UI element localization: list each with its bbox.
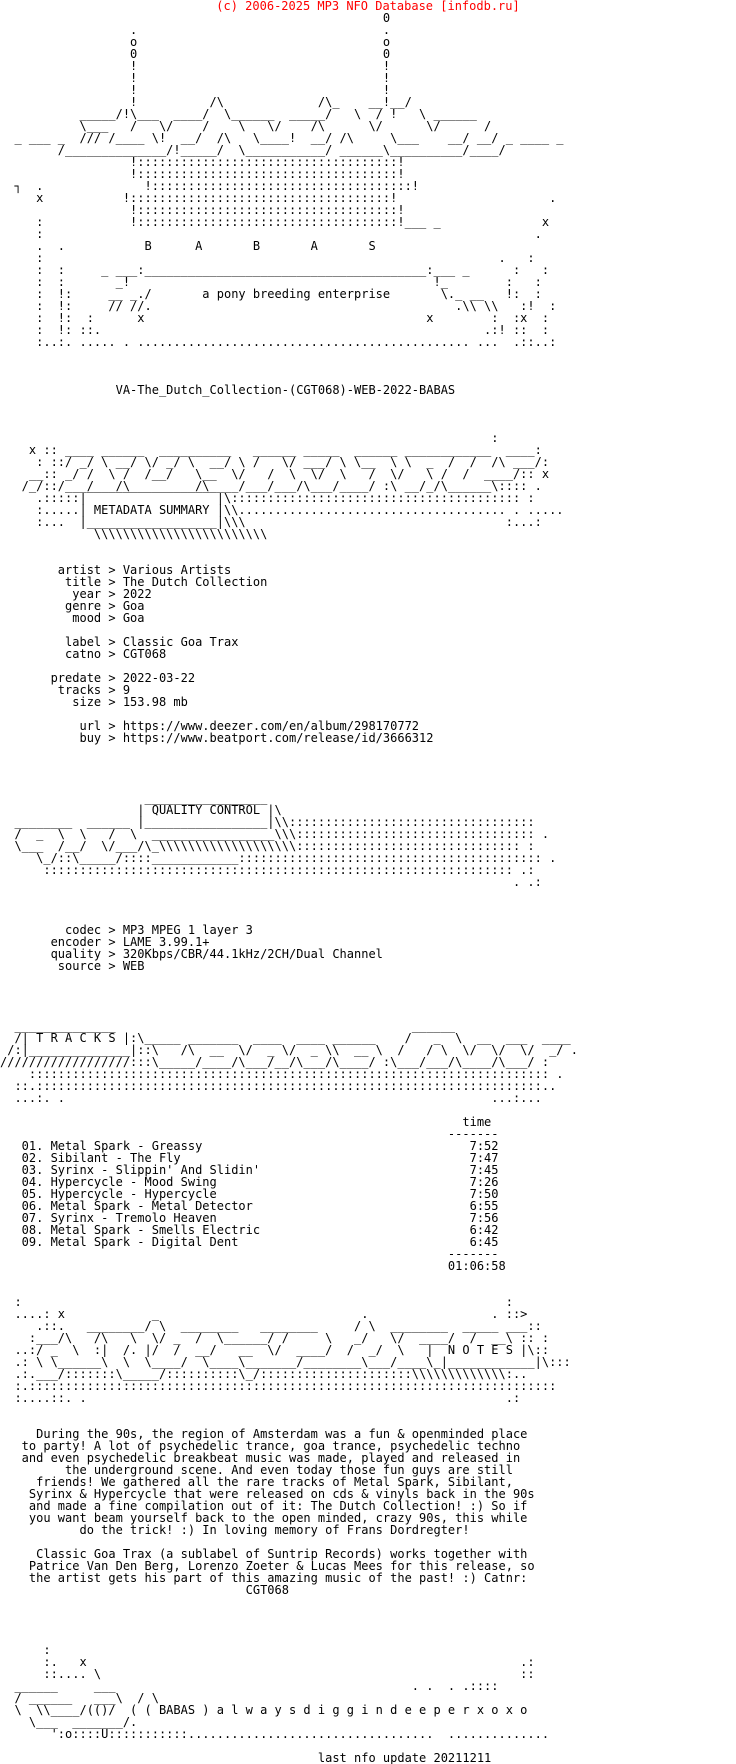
nfo-line: the underground scene. And even today those fun guys are still <box>0 1463 513 1477</box>
nfo-line: Syrinx & Hypercycle that were released on cds & vinyls back in the 90s <box>0 1487 535 1501</box>
nfo-line: . .: <box>0 875 542 889</box>
nfo-line: ------- <box>0 1247 499 1261</box>
nfo-line: label > Classic Goa Trax <box>0 635 239 649</box>
nfo-line: _________________ <box>0 791 275 805</box>
nfo-line: and even psychedelic breakbeat music was made, played and released in <box>0 1451 521 1465</box>
nfo-line: CGT068 <box>0 1583 289 1597</box>
nfo-line: :..:. ..... . .............................................. ... .::..: <box>0 335 557 349</box>
nfo-line: the artist gets his part of this amazing music of the past! :) Catnr: <box>0 1571 528 1585</box>
nfo-line: and made a fine compilation out of it: The Dutch Collection! :) So if <box>0 1499 528 1513</box>
nfo-line: :___/\ /\ \ \/ _ / \______/ / \ _/ \/ ____/ / __\ :: : <box>0 1331 550 1345</box>
nfo-line: / ______ ___\ / \ <box>0 1691 159 1705</box>
nfo-line: ::::::::::::::::::::::::::::::::::::::::::::::::::::::::::::::::: .: <box>0 863 535 877</box>
nfo-line: 08. Metal Spark - Smells Electric 6:42 <box>0 1223 499 1237</box>
nfo-line: quality > 320Kbps/CBR/44.1kHz/2CH/Dual Channel <box>0 947 383 961</box>
nfo-line: ....: x _ . . ::> <box>0 1307 528 1321</box>
nfo-line: :... |__________________|\\\ :...: <box>0 515 542 529</box>
nfo-line: : : <box>0 1295 513 1309</box>
nfo-line: \___ /__/ \/___/\_\\\\\\\\\\\\\\\\\\\::::::::::::::::::::::::::::::: : <box>0 839 535 853</box>
nfo-line: ________ ______ |_________________|\\:::::::::::::::::::::::::::::::::: <box>0 815 535 829</box>
nfo-line: . . <box>0 23 391 37</box>
nfo-line: : <box>0 1643 51 1657</box>
nfo-line: :.::::::::::::::::::::::::::::::::::::::::::::::::::::::::::::::::::::::::: <box>0 1379 557 1393</box>
nfo-line: //////////////////:::\_____/____/\___/__/\___/\____/ :\___/___/\____/\___/ : <box>0 1055 550 1069</box>
nfo-line: ! ! <box>0 83 391 97</box>
nfo-line: _____/!\___ ____/ \______ _____/ \ / ! \ ______ <box>0 107 477 121</box>
nfo-line: codec > MP3 MPEG 1 layer 3 <box>0 923 253 937</box>
nfo-line: time <box>0 1115 492 1129</box>
nfo-line: : . : <box>0 251 535 265</box>
nfo-line: ______ ___ . . . .:::: <box>0 1679 499 1693</box>
nfo-line: ::.::::::::::::::::::::::::::::::::::::::::::::::::::::::::::::::::::::::.. <box>0 1079 557 1093</box>
nfo-line: o o <box>0 35 391 49</box>
nfo-line: artist > Various Artists <box>0 563 232 577</box>
nfo-line: \\\\\\\\\\\\\\\\\\\\\\\\ <box>0 527 268 541</box>
nfo-line: !::::::::::::::::::::::::::::::::::::! <box>0 155 405 169</box>
nfo-line: : . <box>0 227 542 241</box>
nfo-line: 01. Metal Spark - Greassy 7:52 <box>0 1139 499 1153</box>
nfo-line: 09. Metal Spark - Digital Dent 6:45 <box>0 1235 499 1249</box>
nfo-line: do the trick! :) In loving memory of Frans Dordregter! <box>0 1523 470 1537</box>
copyright-banner: (c) 2006-2025 MP3 NFO Database [infodb.ru] <box>216 0 520 13</box>
nfo-line: .: \ \______\ \ \____/ \____\_______/________\___/____\_|____________|\::: <box>0 1355 571 1369</box>
nfo-line: :....::. . .: <box>0 1391 521 1405</box>
nfo-line: : : _! !_ : : <box>0 275 542 289</box>
nfo-line: 02. Sibilant - The Fly 7:47 <box>0 1151 499 1165</box>
nfo-line: 06. Metal Spark - Metal Detector 6:55 <box>0 1199 499 1213</box>
nfo-line: catno > CGT068 <box>0 647 167 661</box>
nfo-line: ::.... \ :: <box>0 1667 535 1681</box>
nfo-line: .:::::|‾‾‾‾‾‾‾‾‾‾‾‾‾‾‾‾‾‾|\:::::::::::::::::::::::::::::::::::::::: : <box>0 491 535 505</box>
nfo-line: : <box>0 431 499 445</box>
nfo-line: : !: : x x : :x : <box>0 311 550 325</box>
nfo-line: 04. Hypercycle - Mood Swing 7:26 <box>0 1175 499 1189</box>
nfo-line: : : _ ___:_______________________________________:___ _ : : <box>0 263 550 277</box>
nfo-line: :::::::::::::::::::::::::::::::::::::::::::::::::::::::::::::::::::::::: . <box>0 1067 564 1081</box>
nfo-line: 0 <box>0 12 391 25</box>
nfo-line: ┐ . !::::::::::::::::::::::::::::::::::::! <box>0 179 420 193</box>
nfo-line: __:: _/ / \ / /__/ \__ \/ / \ \/ \ / \/ \ / / ____/:: x <box>0 467 550 481</box>
nfo-line: . . B A B A S <box>0 239 376 253</box>
nfo-line: 03. Syrinx - Slippin' And Slidin' 7:45 <box>0 1163 499 1177</box>
nfo-line: ! ! <box>0 59 391 73</box>
nfo-line: : ::/ _/ \ __/ \/ _/ \ __/ \ / \/ ___/ \ \__ \ \ _ / / /\ ___/: <box>0 455 550 469</box>
nfo-line: /_/::/___/___/\_________/\____/___/___/\___/____/ :\ __/_/\______\:::: . <box>0 479 542 493</box>
nfo-line: source > WEB <box>0 959 145 973</box>
nfo-line: you want beam yourself back to the open minded, crazy 90s, this while <box>0 1511 528 1525</box>
nfo-line: \___ / \/ / \ \/ /\ \/ \/ / <box>0 119 492 133</box>
nfo-line: 0 0 <box>0 47 391 61</box>
nfo-line: 05. Hypercycle - Hypercycle 7:50 <box>0 1187 499 1201</box>
nfo-line: tracks > 9 <box>0 683 131 697</box>
nfo-line: \_/::\_____/::::____________:::::::::::::::::::::::::::::::::::::::::: . <box>0 851 557 865</box>
nfo-line: /:|______________|::\ /\ __ \/ _ \/ _ \\ __ \ / / \ \/ \/ \/ _/ . <box>0 1043 578 1057</box>
nfo-line: : !::::::::::::::::::::::::::::::::::::!___ _ x <box>0 215 550 229</box>
nfo-line: ------- <box>0 1127 499 1141</box>
nfo-line[interactable]: url > https://www.deezer.com/en/album/298170772 <box>0 719 420 733</box>
nfo-line: ! /\ /\_ __!__/ <box>0 95 412 109</box>
nfo-line: predate > 2022-03-22 <box>0 671 196 685</box>
nfo-line: : !: __ _./ a pony breeding enterprise \._ __ !: : <box>0 287 542 301</box>
nfo-line: ______________ ______ <box>0 1019 456 1033</box>
nfo-line: Patrice Van Den Berg, Lorenzo Zoeter & Lucas Mees for this release, so <box>0 1559 535 1573</box>
nfo-line[interactable]: buy > https://www.beatport.com/release/id/3666312 <box>0 731 434 745</box>
nfo-line: x !::::::::::::::::::::::::::::::::::::! . <box>0 191 557 205</box>
nfo-line: /| T R A C K S |:\_____ _______ ____ ____ ______ / _ \ __ ___ ____ <box>0 1031 571 1045</box>
nfo-line: \ \\____/(()/ ( ( BABAS ) a l w a y s d i g g i n d e e p e r x o x o <box>0 1703 528 1717</box>
nfo-line: | QUALITY CONTROL |\ <box>0 803 282 817</box>
nfo-line: / _ \ \ / \ _________________\\\::::::::::::::::::::::::::::::::: . <box>0 827 550 841</box>
nfo-line: : !: // //. .\\ \\ :! : <box>0 299 557 313</box>
nfo-line: .:.___/:::::::\_____/::::::::::\_/:::::::::::::::::::::\\\\\\\\\\\\\:.. <box>0 1367 528 1381</box>
nfo-line: ':o::::U:::::::::::.................................. .............. <box>0 1727 550 1741</box>
nfo-line: to party! A lot of psychedelic trance, goa trance, psychedelic techno <box>0 1439 521 1453</box>
nfo-line: \___ _______/. <box>0 1715 138 1729</box>
nfo-line: !::::::::::::::::::::::::::::::::::::! <box>0 167 405 181</box>
nfo-line: year > 2022 <box>0 587 152 601</box>
nfo-line: Classic Goa Trax (a sublabel of Suntrip Records) works together with <box>0 1547 528 1561</box>
nfo-line: : !: ::. .:! :: : <box>0 323 550 337</box>
nfo-line: size > 153.98 mb <box>0 695 188 709</box>
nfo-line: During the 90s, the region of Amsterdam was a fun & openminded place <box>0 1427 528 1441</box>
nfo-text <box>0 12 736 1764</box>
nfo-line: genre > Goa <box>0 599 145 613</box>
nfo-line: ! ! <box>0 71 391 85</box>
nfo-line: 01:06:58 <box>0 1259 506 1273</box>
nfo-line: ...:. . ...:... <box>0 1091 542 1105</box>
nfo-line: /______________/!_____/ \___________/ ______\__________/____/ <box>0 143 506 157</box>
nfo-line: .::. ________/ \ ________ ________ / \ ________ _____ ___:: <box>0 1319 542 1333</box>
nfo-line: _ ___ _ /// /____ \! __/ /\ \____! __/ /\ \___ __/ __/ _ ____ _ <box>0 131 564 145</box>
nfo-line: title > The Dutch Collection <box>0 575 268 589</box>
nfo-line: mood > Goa <box>0 611 145 625</box>
nfo-line: ..:/ _ \ :| /. |/ / __/ __ \/ ____/ / _/ \ | N O T E S |\:: <box>0 1343 550 1357</box>
nfo-line: x :: ____ ______ __________ ______ _____ ______ ____________ ____: <box>0 443 542 457</box>
nfo-line: :.....| METADATA SUMMARY |\\..................................... . ..... <box>0 503 564 517</box>
nfo-line: VA-The_Dutch_Collection-(CGT068)-WEB-2022-BABAS <box>0 383 456 397</box>
nfo-line: last nfo update 20211211 <box>0 1751 492 1764</box>
nfo-line: encoder > LAME 3.99.1+ <box>0 935 210 949</box>
nfo-line: friends! We gathered all the rare tracks of Metal Spark, Sibilant, <box>0 1475 513 1489</box>
nfo-line: :. x .: <box>0 1655 535 1669</box>
nfo-line: 07. Syrinx - Tremolo Heaven 7:56 <box>0 1211 499 1225</box>
nfo-line: !::::::::::::::::::::::::::::::::::::! <box>0 203 405 217</box>
